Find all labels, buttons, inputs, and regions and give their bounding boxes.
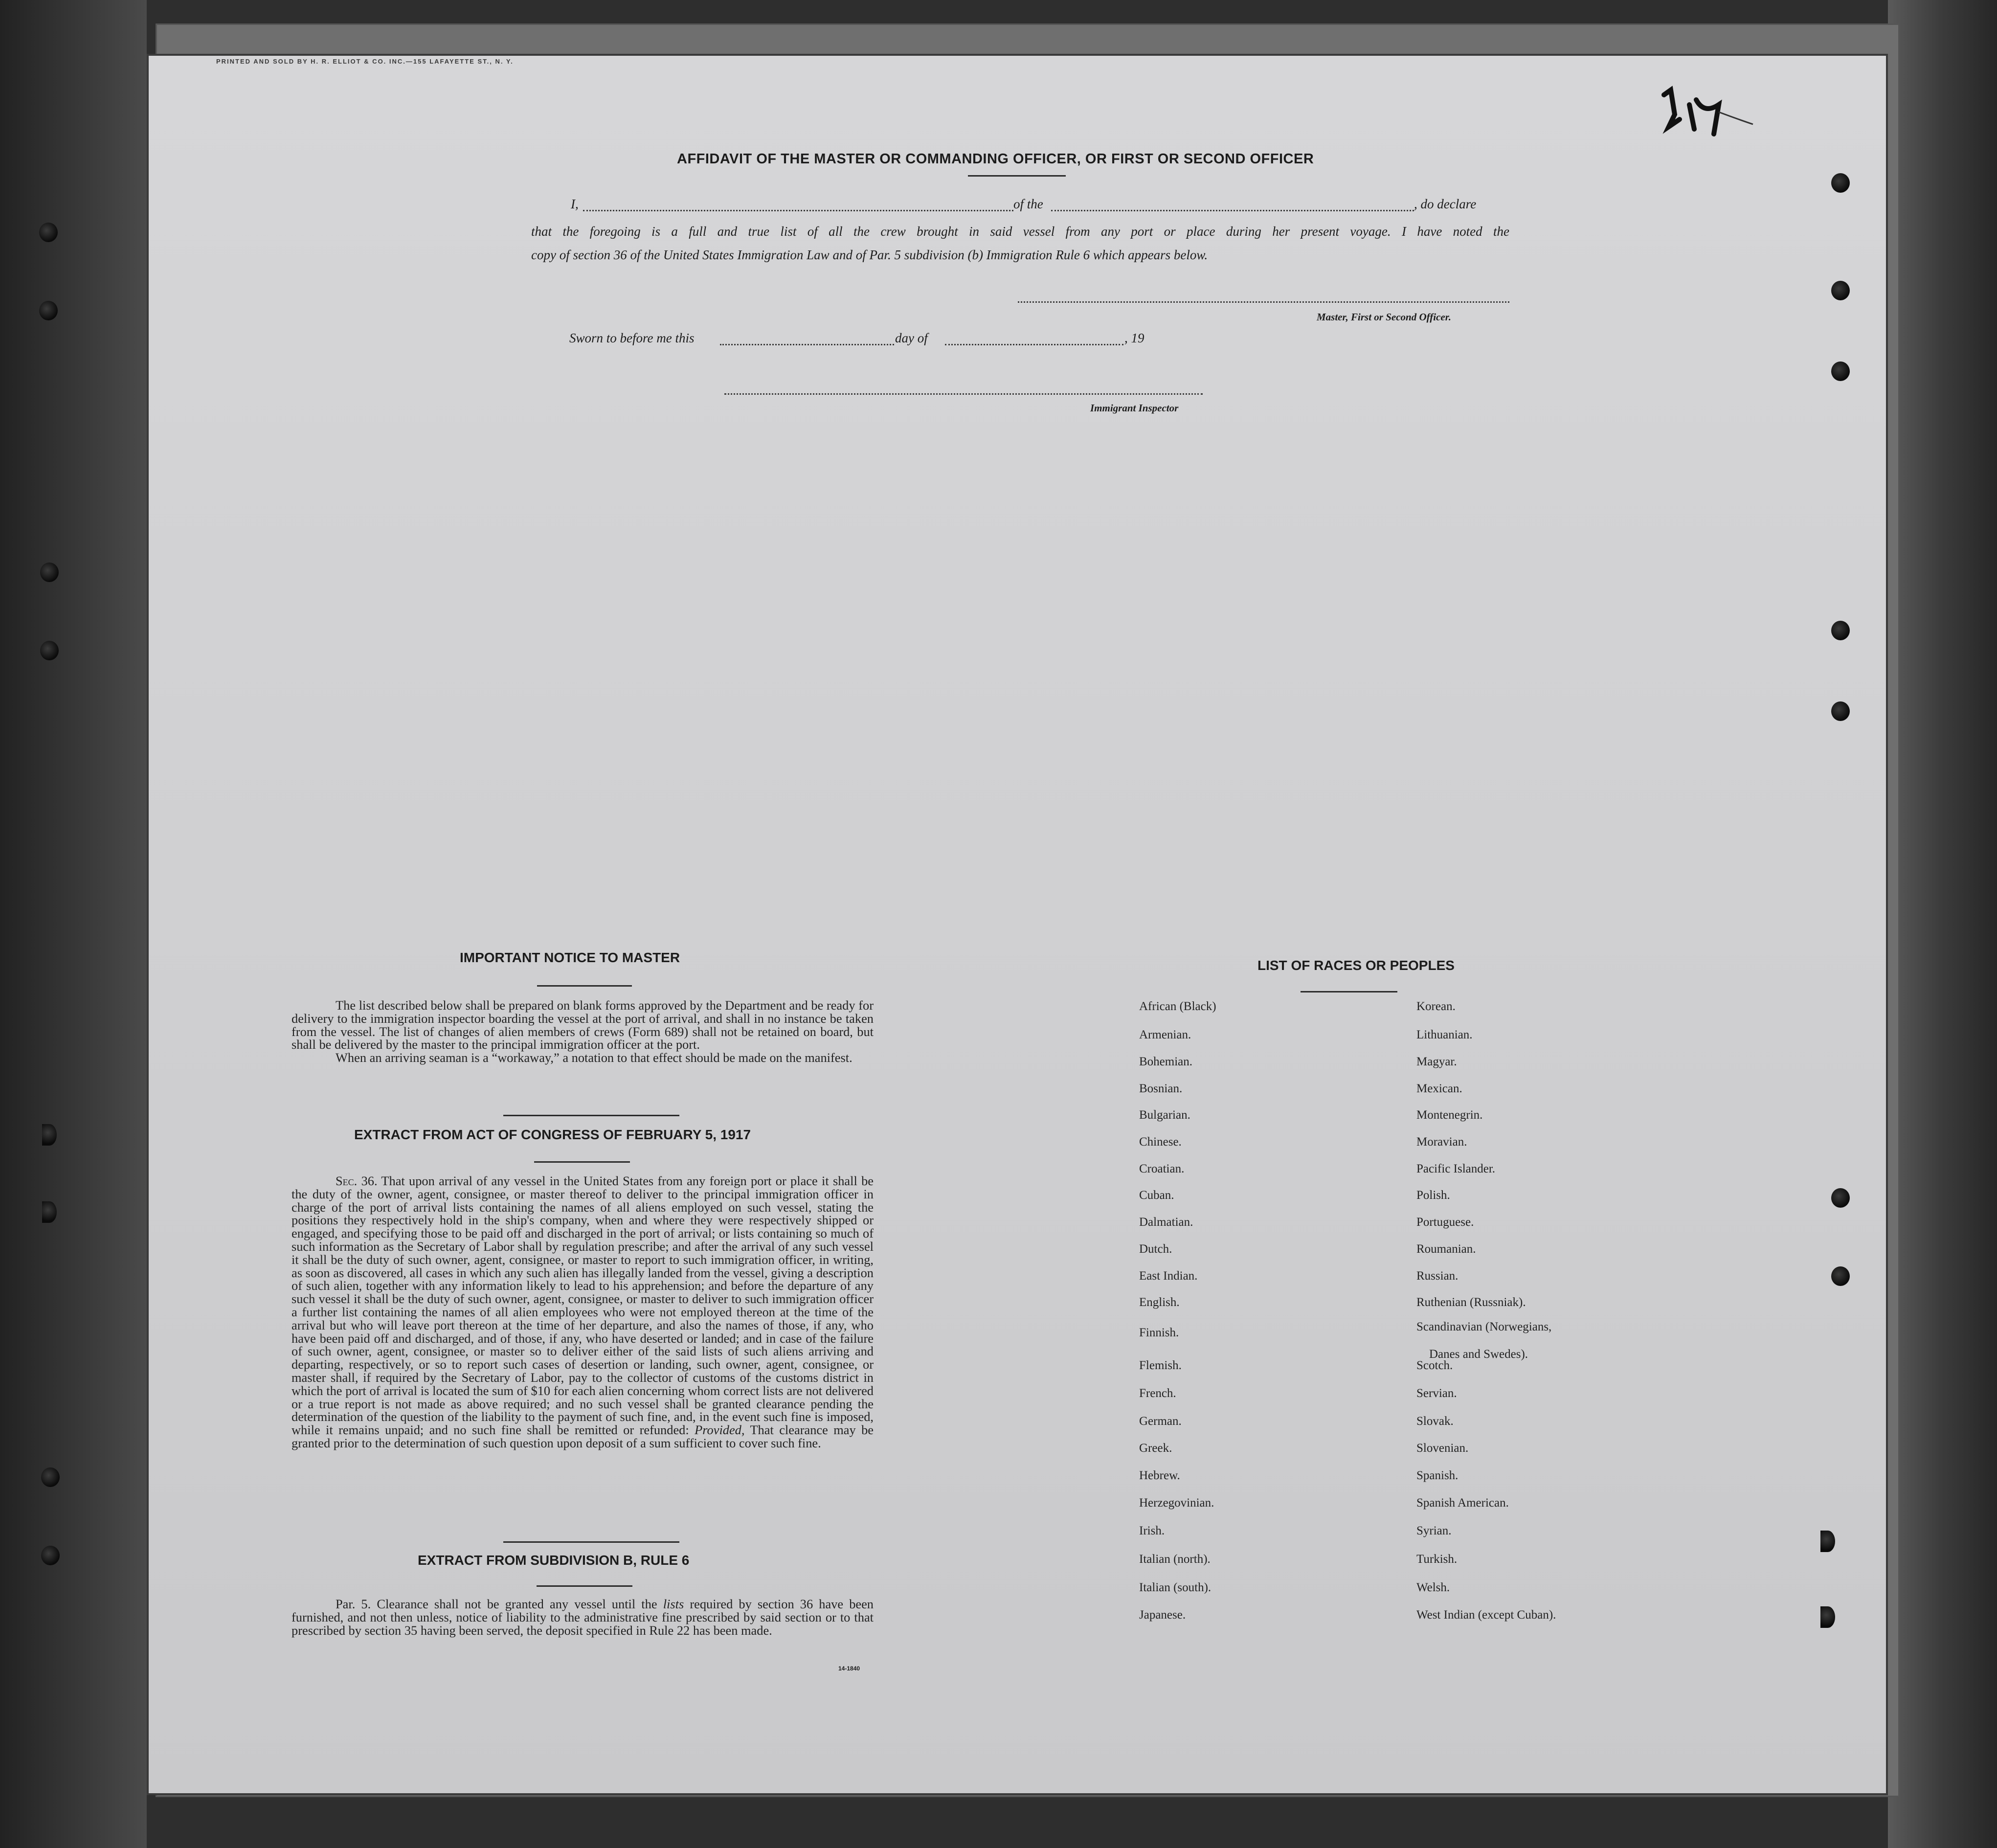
affidavit-line3: copy of section 36 of the United States Immigration Law and of Par. 5 subdivision (b) Immigration Rule 6 which appears below. — [531, 248, 1208, 262]
race-item: Syrian. — [1416, 1524, 1452, 1537]
binder-hole — [1831, 1266, 1850, 1286]
master-signature-line — [1018, 301, 1509, 303]
binder-hole — [40, 563, 59, 582]
binder-hole — [1820, 1606, 1835, 1628]
race-item: Welsh. — [1416, 1581, 1450, 1594]
race-item: Bulgarian. — [1139, 1108, 1190, 1122]
race-item: Croatian. — [1139, 1162, 1185, 1175]
act-section-36 — [292, 1174, 874, 1450]
race-item: Moravian. — [1416, 1135, 1467, 1149]
race-item: Scandinavian (Norwegians, — [1416, 1320, 1552, 1333]
race-item: Spanish. — [1416, 1469, 1458, 1482]
scan-left-edge — [0, 0, 147, 1848]
binder-hole — [42, 1201, 57, 1223]
separator-rule — [503, 1541, 679, 1543]
act-proviso-word: Provided, — [695, 1422, 745, 1438]
sworn-month-blank — [945, 344, 1123, 345]
binder-hole — [1831, 281, 1850, 300]
race-item: Servian. — [1416, 1387, 1457, 1400]
sworn-prefix: Sworn to before me this — [569, 331, 695, 345]
act-rule — [534, 1161, 630, 1163]
race-item: Armenian. — [1139, 1028, 1191, 1041]
race-item: Ruthenian (Russniak). — [1416, 1296, 1526, 1309]
race-item: Slovenian. — [1416, 1442, 1469, 1455]
binder-hole — [1831, 361, 1850, 381]
race-item: Bohemian. — [1139, 1055, 1193, 1068]
act-section-text: That upon arrival of any vessel in the United States from any foreign port or place it shall be the duty of the owner, agent, consignee, or master thereof to deliver to the principal immigration officer in charge of the port of arrival lists containing the names of all aliens employed on such vessel, stating the positions they respectively hold in the ship's company, when and where they were respectively shipped or engaged, and specifying those to be paid off and discharged in the port of arrival; or lists containing so much of such information as the Secretary of Labor shall by regulation prescribe; and after the arrival of any such vessel it shall be the duty of such owner, agent, consignee, or master to report to such immigration officer, in writing, as soon as discovered, all cases in which any such alien has illegally landed from the vessel, giving a description of such alien, together with any information likely to lead to his apprehension; and before the departure of any such vessel it shall be the duty of such owner, agent, consignee, or master to deliver to such immigration officer a further list containing the names of all alien employees who were not employed thereon at the time of the arrival but who will leave port thereon at the time of her departure, and also the names of those, if any, who have been paid off and discharged, and of those, if any, who have deserted or landed; and in case of the failure of such owner, agent, consignee, or master so to deliver either of the said lists of such aliens arriving and departing, respectively, or so to report such cases of desertion or landing, such owner, agent, consignee, or master shall, if required by the Secretary of Labor, pay to the collector of customs of the customs district in which the port of arrival is located the sum of $10 for each alien concerning whom correct lists are not delivered or a true report is not made as above required; and no such vessel shall be granted clearance pending the determination of the question of the liability to the payment of such fine, and, in the event such fine is imposed, while it remains unpaid; and no such fine shall be remitted or refunded: — [292, 1173, 874, 1438]
race-item: Pacific Islander. — [1416, 1162, 1496, 1175]
act-body — [292, 1174, 874, 1450]
races-title: LIST OF RACES OR PEOPLES — [1257, 958, 1455, 973]
race-scandinavian-line2: Danes and Swedes). — [1429, 1348, 1528, 1361]
notice-body — [292, 999, 874, 1064]
binder-hole — [41, 1467, 60, 1487]
form-page — [147, 54, 1888, 1795]
affidavit-line2: that the foregoing is a full and true list of all the crew brought in said vessel from any port or place during her present voyage. I have noted the — [531, 224, 1509, 239]
race-item: Japanese. — [1139, 1608, 1186, 1622]
rule-rule — [537, 1585, 632, 1587]
race-item: Lithuanian. — [1416, 1028, 1473, 1041]
binder-hole — [39, 223, 58, 242]
race-item: Korean. — [1416, 1000, 1456, 1013]
race-item: Cuban. — [1139, 1189, 1174, 1202]
handwritten-mark — [1660, 85, 1758, 149]
rule-paragraph — [292, 1598, 874, 1637]
race-item: Hebrew. — [1139, 1469, 1180, 1482]
race-item: Greek. — [1139, 1442, 1172, 1455]
rule-title: EXTRACT FROM SUBDIVISION B, RULE 6 — [418, 1553, 690, 1568]
binder-hole — [42, 1124, 57, 1146]
act-proviso-text: That clearance may be granted prior to the determination of such question upon deposit of a sum sufficient to cover such fine. — [292, 1422, 874, 1450]
race-item: Dutch. — [1139, 1242, 1172, 1256]
binder-hole — [1831, 701, 1850, 721]
act-section-label: Sec. 36. — [336, 1173, 378, 1188]
affidavit-line1-mid: of the — [1013, 197, 1043, 211]
race-item: East Indian. — [1139, 1269, 1198, 1283]
inspector-label: Immigrant Inspector — [1090, 402, 1179, 414]
binder-hole — [1831, 621, 1850, 640]
scan-right-edge — [1888, 0, 1997, 1848]
race-item: Bosnian. — [1139, 1082, 1183, 1095]
sworn-day-blank — [720, 344, 894, 345]
separator-rule — [503, 1115, 679, 1116]
race-item: Herzegovinian. — [1139, 1496, 1214, 1510]
race-item: Magyar. — [1416, 1055, 1457, 1068]
race-item: Portuguese. — [1416, 1216, 1474, 1229]
races-rule — [1301, 991, 1397, 992]
race-item: Italian (south). — [1139, 1581, 1212, 1594]
race-item: Italian (north). — [1139, 1553, 1211, 1566]
printer-imprint: PRINTED AND SOLD BY H. R. ELLIOT & CO. INC.—155 LAFAYETTE ST., N. Y. — [216, 58, 514, 65]
binder-hole — [39, 301, 58, 320]
race-item: Flemish. — [1139, 1359, 1182, 1372]
race-item: Russian. — [1416, 1269, 1458, 1283]
race-item: Polish. — [1416, 1189, 1450, 1202]
affidavit-line1-end: , do declare — [1414, 197, 1477, 211]
rule-text-a: Par. 5. Clearance shall not be granted any vessel until the — [336, 1597, 657, 1611]
inspector-signature-line — [724, 393, 1203, 395]
notice-paragraph-2: When an arriving seaman is a “workaway,” a notation to that effect should be made on the manifest. — [336, 1050, 853, 1065]
form-number: 14-1840 — [838, 1665, 860, 1672]
rule-body — [292, 1598, 874, 1637]
rule-text-b: required by section 36 have been furnished, and not then unless, notice of liability to the administrative fine prescribed by said section or to that prescribed by section 35 having been served, the deposit specified in Rule 22 has been made. — [292, 1597, 874, 1638]
race-item: Montenegrin. — [1416, 1108, 1483, 1122]
binder-hole — [40, 641, 59, 660]
race-item: Irish. — [1139, 1524, 1165, 1537]
race-item: Scotch. — [1416, 1359, 1453, 1372]
race-item: French. — [1139, 1387, 1176, 1400]
race-item: Chinese. — [1139, 1135, 1182, 1149]
title-rule — [968, 175, 1066, 177]
race-item: German. — [1139, 1415, 1182, 1428]
notice-paragraph-1: The list described below shall be prepared on blank forms approved by the Department and be ready for delivery to the immigration inspector boarding the vessel at the port of arrival, and shall in no instance be taken from the vessel. The list of changes of alien members of crews (Form 689) shall not be retained on board, but shall be delivered by the master to the principal immigration officer at the port. — [292, 998, 874, 1052]
sworn-year: , 19 — [1124, 331, 1144, 345]
master-signature-label: Master, First or Second Officer. — [1317, 311, 1451, 323]
name-blank — [583, 210, 1013, 211]
binder-hole — [41, 1546, 60, 1565]
race-item: West Indian (except Cuban). — [1416, 1608, 1556, 1622]
race-item: Spanish American. — [1416, 1496, 1509, 1510]
race-item: Mexican. — [1416, 1082, 1462, 1095]
race-item: Turkish. — [1416, 1553, 1458, 1566]
rule-text-lists: lists — [663, 1597, 684, 1611]
binder-hole — [1820, 1531, 1835, 1552]
sworn-day-label: day of — [895, 331, 928, 345]
race-item: Roumanian. — [1416, 1242, 1476, 1256]
notice-rule — [537, 985, 632, 987]
affidavit-line1-start: I, — [571, 197, 579, 211]
vessel-blank — [1051, 210, 1414, 211]
race-item: Dalmatian. — [1139, 1216, 1193, 1229]
race-item: African (Black) — [1139, 1000, 1216, 1013]
race-item: English. — [1139, 1296, 1180, 1309]
race-item: Slovak. — [1416, 1415, 1454, 1428]
race-item: Finnish. — [1139, 1326, 1179, 1339]
binder-hole — [1831, 173, 1850, 193]
binder-hole — [1831, 1188, 1850, 1208]
affidavit-title: AFFIDAVIT OF THE MASTER OR COMMANDING OFFICER, OR FIRST OR SECOND OFFICER — [677, 151, 1314, 167]
act-title: EXTRACT FROM ACT OF CONGRESS OF FEBRUARY 5, 1917 — [354, 1127, 751, 1142]
notice-title: IMPORTANT NOTICE TO MASTER — [460, 950, 680, 965]
